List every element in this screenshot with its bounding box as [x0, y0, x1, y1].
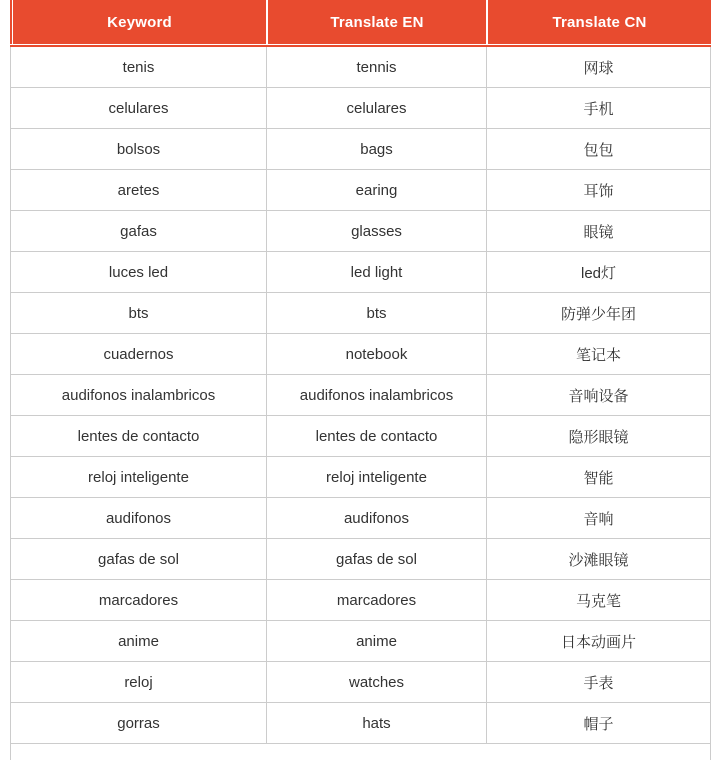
cell-translate-en: bags: [266, 129, 486, 169]
cell-translate-cn: 沙滩眼镜: [486, 539, 710, 579]
cell-translate-cn: 马克笔: [486, 580, 710, 620]
column-header-translate-en: Translate EN: [268, 0, 486, 44]
cell-keyword: audifonos inalambricos: [61, 386, 216, 404]
cell-keyword: reloj inteligente: [88, 468, 189, 486]
cell-keyword: bts: [128, 304, 149, 322]
translation-table: [10, 0, 711, 760]
cell-translate-cn: 音响: [486, 498, 710, 538]
table-row: [11, 539, 710, 580]
table-row: [11, 211, 710, 252]
table-row: [11, 416, 710, 457]
cell-keyword: cuadernos: [103, 345, 174, 363]
cell-translate-cn: 笔记本: [486, 334, 710, 374]
table-body: [10, 47, 711, 744]
cell-translate-cn: 眼镜: [486, 211, 710, 251]
cell-translate-cn: 手表: [486, 662, 710, 702]
table-row: [11, 498, 710, 539]
cell-translate-en: celulares: [266, 88, 486, 128]
cell-keyword: gafas: [120, 222, 157, 240]
column-header-translate-cn: Translate CN: [488, 0, 711, 44]
cell-keyword: tenis: [122, 58, 155, 76]
cell-translate-cn: 手机: [486, 88, 710, 128]
cell-keyword: aretes: [117, 181, 160, 199]
cell-translate-en: hats: [266, 703, 486, 743]
table-row: [11, 703, 710, 744]
cell-translate-cn: 防弹少年团: [486, 293, 710, 333]
cell-keyword: marcadores: [98, 591, 179, 609]
cell-translate-en: marcadores: [266, 580, 486, 620]
cell-translate-cn: 网球: [486, 47, 710, 87]
cell-translate-en: notebook: [266, 334, 486, 374]
cell-keyword: reloj: [124, 673, 153, 691]
partial-clipped-row: [10, 744, 711, 760]
cell-translate-en: anime: [266, 621, 486, 661]
table-row: [11, 457, 710, 498]
cell-translate-cn: 隐形眼镜: [486, 416, 710, 456]
cell-translate-en: earing: [266, 170, 486, 210]
cell-translate-cn: 包包: [486, 129, 710, 169]
table-row: [11, 252, 710, 293]
cell-translate-en: audifonos: [266, 498, 486, 538]
table-row: [11, 580, 710, 621]
table-row: [11, 293, 710, 334]
cell-keyword: celulares: [108, 99, 169, 117]
cell-translate-en: tennis: [266, 47, 486, 87]
cell-translate-en: led light: [266, 252, 486, 292]
cell-keyword: audifonos: [105, 509, 172, 527]
cell-keyword: lentes de contacto: [77, 427, 200, 445]
cell-keyword: gafas de sol: [98, 550, 179, 568]
table-header-row: [10, 0, 711, 44]
cell-translate-cn: 音响设备: [486, 375, 710, 415]
cell-translate-cn: 帽子: [486, 703, 710, 743]
cell-translate-en: glasses: [266, 211, 486, 251]
table-row: [11, 88, 710, 129]
cell-translate-cn: 耳饰: [486, 170, 710, 210]
cell-keyword: gorras: [117, 714, 160, 732]
table-row: [11, 129, 710, 170]
cell-keyword: anime: [118, 632, 159, 650]
cell-translate-en: reloj inteligente: [266, 457, 486, 497]
table-row: [11, 170, 710, 211]
cell-keyword: bolsos: [116, 140, 161, 158]
table-row: [11, 334, 710, 375]
table-row: [11, 662, 710, 703]
cell-translate-en: audifonos inalambricos: [266, 375, 486, 415]
table-row: [11, 621, 710, 662]
cell-translate-cn: led灯: [486, 252, 710, 292]
cell-translate-cn: 日本动画片: [486, 621, 710, 661]
cell-translate-en: lentes de contacto: [266, 416, 486, 456]
cell-translate-en: gafas de sol: [266, 539, 486, 579]
column-header-keyword: Keyword: [13, 0, 266, 44]
cell-translate-en: watches: [266, 662, 486, 702]
table-row: [11, 47, 710, 88]
cell-translate-en: bts: [266, 293, 486, 333]
table-row: [11, 375, 710, 416]
cell-translate-cn: 智能: [486, 457, 710, 497]
cell-keyword: luces led: [108, 263, 169, 281]
